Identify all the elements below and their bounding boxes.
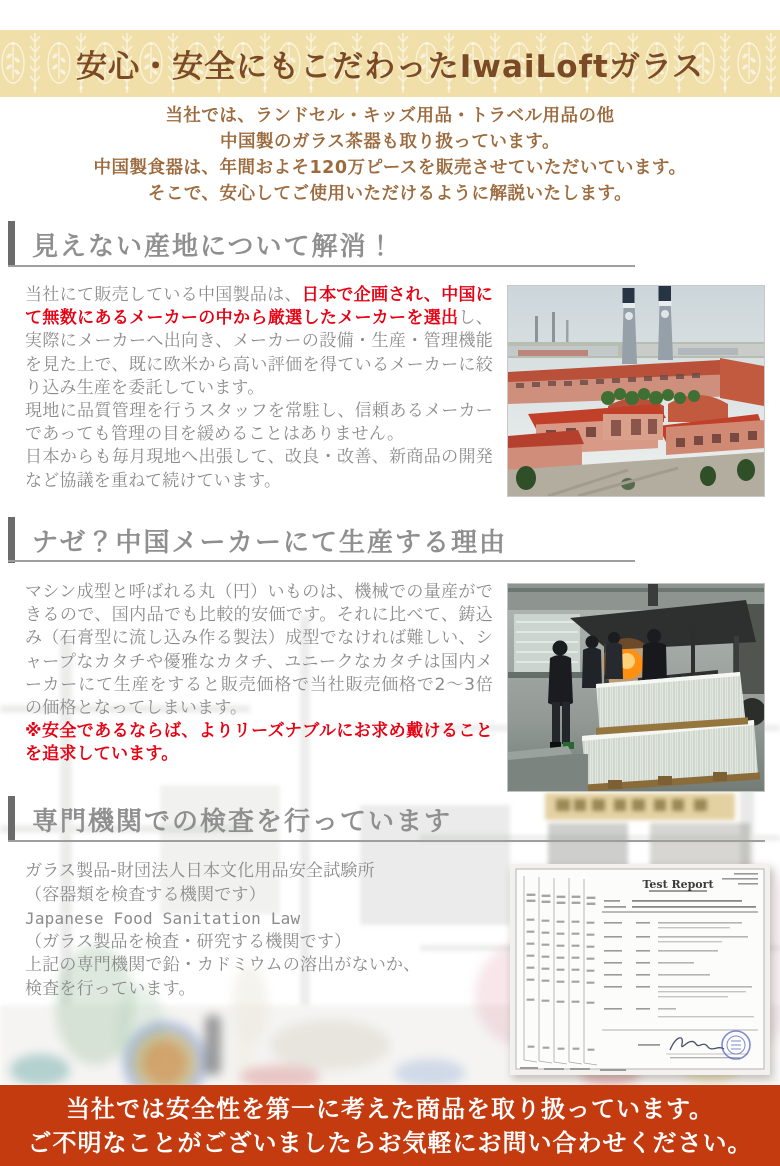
paragraph: [25, 284, 493, 400]
paragraph: マシン成型と呼ばれる丸（円）いものは、機械での量産ができるので、国内品でも比較的安価です。それに比べて、鋳込み（石膏型に流し込み作る製法）成型でなければ難しい、シャープなカタチや優雅なカタチ、ユニークなカタチは国内メーカーにて生産をすると販売価格で当社販売価格で2〜3倍の価格となってしまいます。: [25, 582, 493, 719]
paragraph: 日本からも毎月現地へ出張して、改良・改善、新商品の開発など協議を重ねて続けています。: [25, 447, 493, 491]
section-heading-inspection: [8, 796, 452, 842]
body-text: 当社にて販売している中国製品は、: [25, 285, 302, 305]
footer-banner: [0, 1085, 780, 1166]
body-line: 検査を行っています。: [25, 978, 196, 999]
page-title: 安心・安全にもこだわったIwaiLoftガラス: [76, 49, 704, 85]
body-line: （ガラス製品を検査・研究する機関です）: [25, 931, 352, 952]
section1-body: [25, 284, 493, 493]
footer-line: ご不明なことがございましたらお気軽にお問い合わせください。: [27, 1128, 753, 1157]
body-line: 上記の専門機関で鉛・カドミウムの溶出がないか、: [25, 955, 421, 975]
test-report-document: [510, 864, 770, 1075]
body-text: し、実際にメーカーへ出向き、メーカーの設備・生産・管理機能を見た上で、既に欧米から高い評価を得ているメーカーに絞り込み生産を委託しています。: [25, 308, 493, 398]
section3-title: 専門機関での検査を行っています: [32, 806, 453, 837]
section3-body: [25, 860, 493, 1001]
heading-accent-bar: [8, 796, 15, 842]
body-line: ガラス製品-財団法人日本文化用品安全試験所: [25, 861, 375, 881]
factory-aerial-photo: [507, 285, 765, 497]
body-line: （容器類を検査する機関です）: [25, 884, 266, 905]
footer-line: 当社では安全性を第一に考えた商品を取り扱っています。: [65, 1094, 715, 1123]
rainbow-plate: [123, 1021, 207, 1085]
body-line-english: Japanese Food Sanitation Law: [25, 909, 301, 928]
heading-rule: [8, 265, 635, 267]
section1-title: 見えない産地について解消！: [32, 231, 396, 262]
intro-line: 中国製食器は、年間およそ120万ピースを販売させていただいています。: [93, 158, 687, 178]
section2-title: ナゼ？中国メーカーにて生産する理由: [32, 527, 507, 558]
intro-text: [0, 103, 780, 207]
intro-line: そこで、安心してご使用いただけるように解説いたします。: [147, 184, 633, 204]
report-title: Test Report: [642, 878, 714, 891]
section2-body: [25, 581, 493, 767]
intro-line: 中国製のガラス茶器も取り扱っています。: [219, 132, 561, 152]
header-banner: [0, 30, 780, 97]
heading-rule: [8, 560, 635, 562]
highlight-red-text: 日本で企画され、中国にて無数にあるメーカーの中から厳選したメーカーを選出: [25, 285, 493, 329]
bottle-silhouette: [205, 1015, 221, 1075]
section-heading-why-china: [8, 517, 507, 563]
highlight-red-note: ※安全であるならば、よりリーズナブルにお求め戴けることを追求しています。: [25, 721, 493, 765]
intro-line: 当社では、ランドセル・キッズ用品・トラベル用品の他: [165, 106, 615, 126]
heading-accent-bar: [8, 517, 15, 563]
paragraph: 現地に品質管理を行うスタッフを常駐し、信頼あるメーカーであっても管理の目を緩めることはありません。: [25, 401, 493, 445]
factory-interior-photo: [507, 583, 765, 792]
heading-accent-bar: [8, 221, 15, 267]
glass-tube-stacks: [582, 672, 760, 791]
heading-rule: [8, 840, 765, 842]
store-sign: [545, 793, 735, 820]
section-heading-origin: [8, 221, 395, 267]
